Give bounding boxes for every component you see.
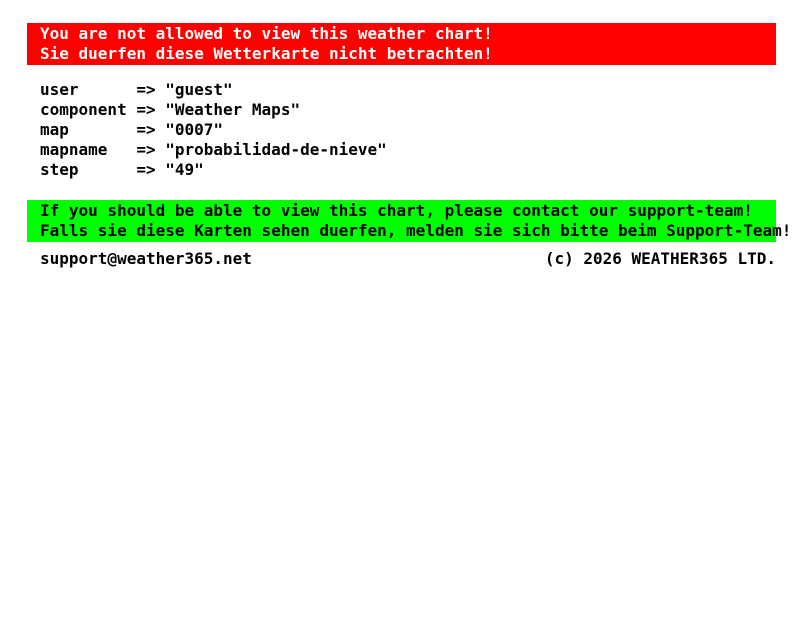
support-line-en: If you should be able to view this chart, please contact our support-team!	[40, 201, 753, 220]
detail-key: step	[40, 160, 79, 179]
support-line-de: Falls sie diese Karten sehen duerfen, melden sie sich bitte beim Support-Team!	[40, 221, 792, 240]
detail-value: "Weather Maps"	[165, 100, 301, 119]
detail-value: "guest"	[165, 80, 233, 99]
arrow-glyph: =>	[136, 160, 156, 179]
detail-row-step	[40, 160, 800, 180]
copyright-notice: (c) 2026 WEATHER365 LTD.	[544, 249, 776, 268]
detail-row-map	[40, 120, 800, 140]
detail-key: map	[40, 120, 69, 139]
detail-value: "0007"	[165, 120, 224, 139]
detail-row-user	[40, 80, 800, 100]
footer	[40, 249, 776, 269]
arrow-glyph: =>	[136, 80, 156, 99]
arrow-glyph: =>	[136, 140, 156, 159]
support-email: support@weather365.net	[40, 249, 252, 268]
request-details	[40, 80, 800, 180]
support-info-banner	[27, 200, 792, 242]
detail-row-mapname	[40, 140, 800, 160]
arrow-glyph: =>	[136, 120, 156, 139]
detail-key: component	[40, 100, 127, 119]
detail-value: "49"	[165, 160, 204, 179]
access-denied-line-en: You are not allowed to view this weather chart!	[40, 24, 493, 43]
detail-key: mapname	[40, 140, 108, 159]
arrow-glyph: =>	[136, 100, 156, 119]
access-denied-banner	[27, 23, 776, 65]
detail-key: user	[40, 80, 79, 99]
detail-row-component	[40, 100, 800, 120]
access-denied-line-de: Sie duerfen diese Wetterkarte nicht betrachten!	[40, 44, 493, 63]
detail-value: "probabilidad-de-nieve"	[165, 140, 387, 159]
